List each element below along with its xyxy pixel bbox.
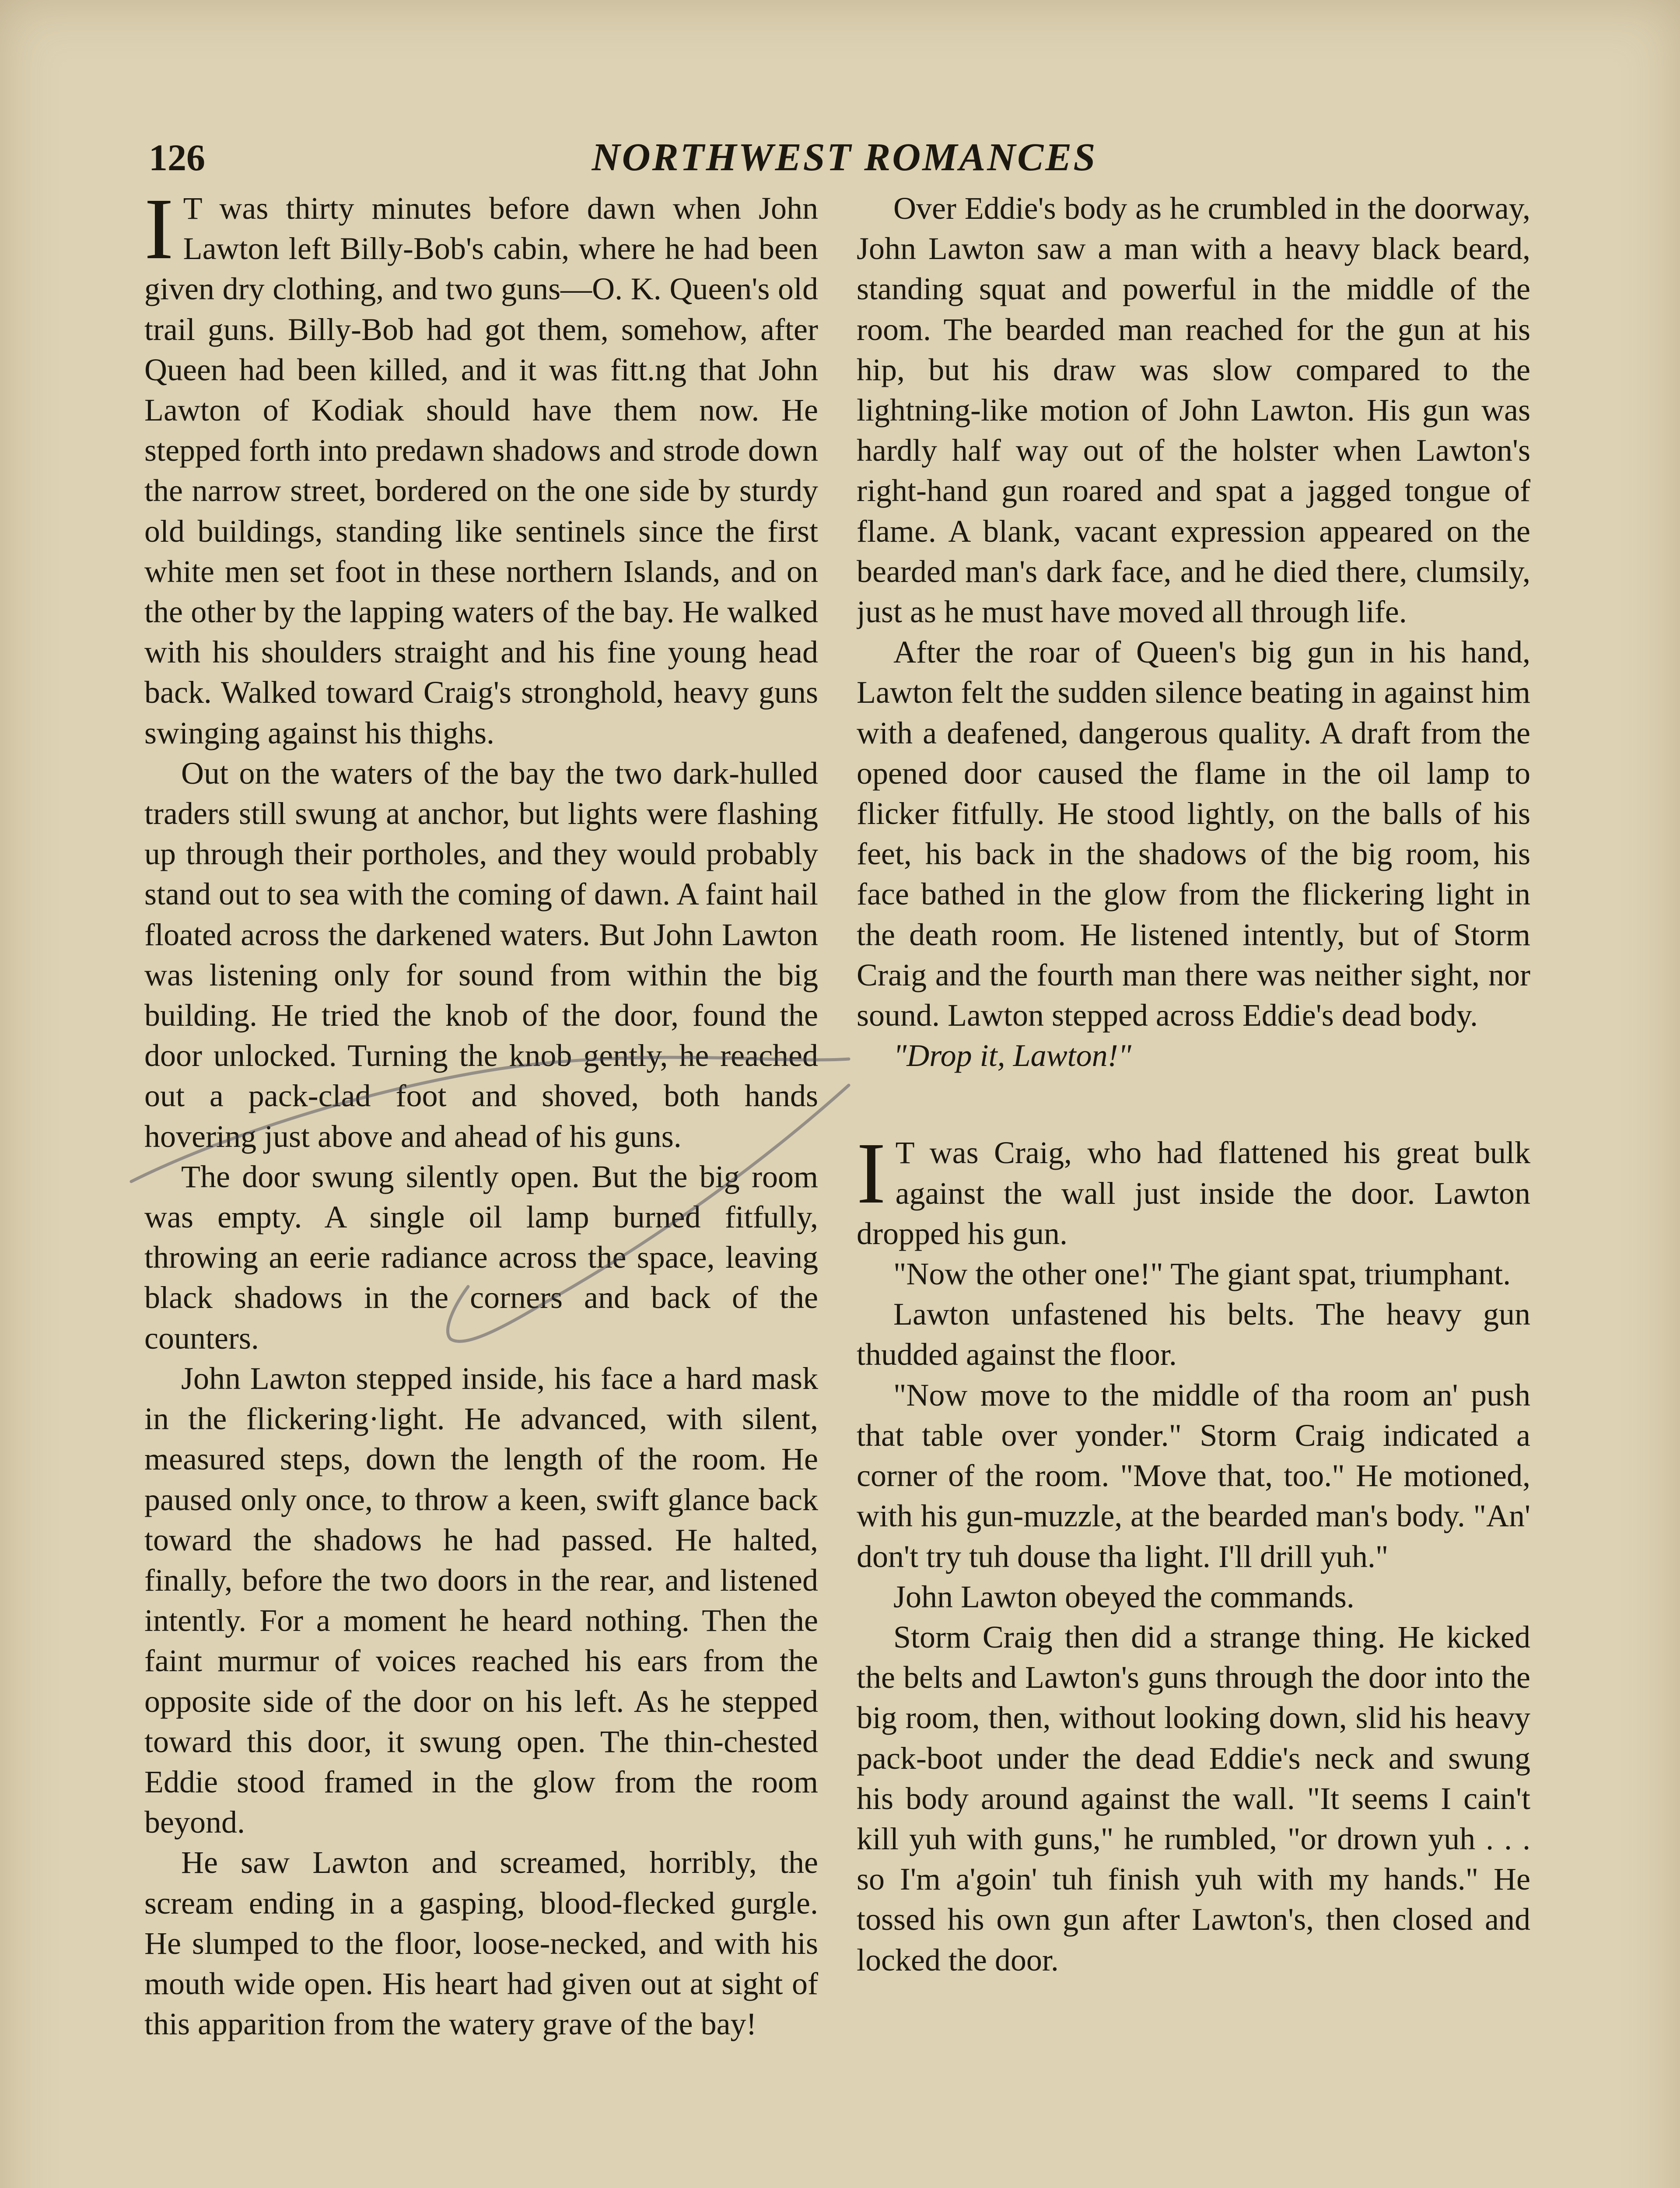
paragraph: The door swung silently open. But the big room was empty. A single oil lamp burned fitfully, throwing an eerie radiance across the space, leaving black shadows in the corners and back of the counters. — [144, 1159, 818, 1356]
paragraph: Over Eddie's body as he crumbled in the doorway, John Lawton saw a man with a heavy black beard, standing squat and powerful in the middle of the room. The bearded man reached for the gun at his hip, but his draw was slow compared to the lightning-like motion of John Lawton. His gun was hardly half way out of the holster when Lawton's right-hand gun roared and spat a jagged tongue of flame. A blank, vacant expression appeared on the bearded man's dark face, and he died there, clumsily, just as he must have moved all through life. — [857, 191, 1530, 630]
magazine-title: NORTHWEST ROMANCES — [592, 136, 1097, 179]
paragraph: John Lawton obeyed the commands. — [893, 1579, 1354, 1614]
paragraph: Out on the waters of the bay the two dark-hulled traders still swung at anchor, but lights were flashing up through their portholes, and they would probably stand out to sea with the coming of dawn. A faint hail floated across the darkened waters. But John Lawton was listening only for sound from within the big building. He tried the knob of the door, found the door unlocked. Turning the knob gently, he reached out a pack-clad foot and shoved, both hands hovering just above and ahead of his guns. — [144, 755, 818, 1154]
paragraph: He saw Lawton and screamed, horribly, the scream ending in a gasping, blood-flecked gurgle. He slumped to the floor, loose-necked, and with his mouth wide open. His heart had given out at sight of this apparition from the watery grave of the bay! — [144, 1845, 818, 2042]
paragraph: "Now move to the middle of tha room an' push that table over yonder." Storm Craig indicated a corner of the room. "Move that, too." He motioned, with his gun-muzzle, at the bearded man's body. "An' don't try tuh douse tha light. I'll drill yuh." — [857, 1377, 1530, 1574]
paragraph — [144, 188, 818, 753]
page-number: 126 — [149, 137, 205, 179]
page-header — [149, 127, 1540, 188]
right-column — [857, 188, 1530, 2188]
paragraph: Storm Craig then did a strange thing. He kicked the belts and Lawton's guns through the door into the big room, then, without looking down, slid his heavy pack-boot under the dead Eddie's neck and swung his body around against the wall. "It seems I cain't kill yuh with guns," he rumbled, "or drown yuh . . . so I'm a'goin' tuh finish yuh with my hands." He tossed his own gun after Lawton's, then closed and locked the door. — [857, 1619, 1530, 1978]
paragraph-text: T was thirty minutes before dawn when John Lawton left Billy-Bob's cabin, where he had been given dry clothing, and two guns—O. K. Queen's old trail guns. Billy-Bob had got them, somehow, after Queen had been killed, and it was fitt.ng that John Lawton of Kodiak should have them now. He stepped forth into predawn shadows and strode down the narrow street, bordered on the one side by sturdy old buildings, standing like sentinels since the first white men set foot in these northern Islands, and on the other by the lapping waters of the bay. He walked with his shoulders straight and his fine young head back. Walked toward Craig's stronghold, heavy guns swinging against his thighs. — [144, 191, 818, 750]
paragraph-text: T was Craig, who had flattened his great bulk against the wall just inside the door. Lawton dropped his gun. — [857, 1135, 1530, 1251]
paragraph: John Lawton stepped inside, his face a hard mask in the flickering·light. He advanced, with silent, measured steps, down the length of the room. He paused only once, to throw a keen, swift glance back toward the shadows he had passed. He halted, finally, before the two doors in the rear, and listened intently. For a moment he heard nothing. Then the faint murmur of voices reached his ears from the opposite side of the door on his left. As he stepped toward this door, it swung open. The thin-chested Eddie stood framed in the glow from the room beyond. — [144, 1360, 818, 1840]
dialogue-line: "Drop it, Lawton!" — [893, 1038, 1131, 1073]
paragraph: Lawton unfastened his belts. The heavy gun thudded against the floor. — [857, 1297, 1530, 1372]
paragraph: After the roar of Queen's big gun in his hand, Lawton felt the sudden silence beating in against him with a deafened, dangerous quality. A draft from the opened door caused the flame in the oil lamp to flicker fitfully. He stood lightly, on the balls of his feet, his back in the shadows of the big room, his face bathed in the glow from the flickering light in the death room. He listened intently, but of Storm Craig and the fourth man there was neither sight, nor sound. Lawton stepped across Eddie's dead body. — [857, 635, 1530, 1033]
paragraph: "Now the other one!" The giant spat, triumphant. — [893, 1256, 1511, 1292]
drop-cap: I — [857, 1125, 886, 1222]
drop-cap: I — [144, 188, 174, 277]
paragraph — [857, 1125, 1530, 1254]
left-column — [144, 188, 818, 2188]
